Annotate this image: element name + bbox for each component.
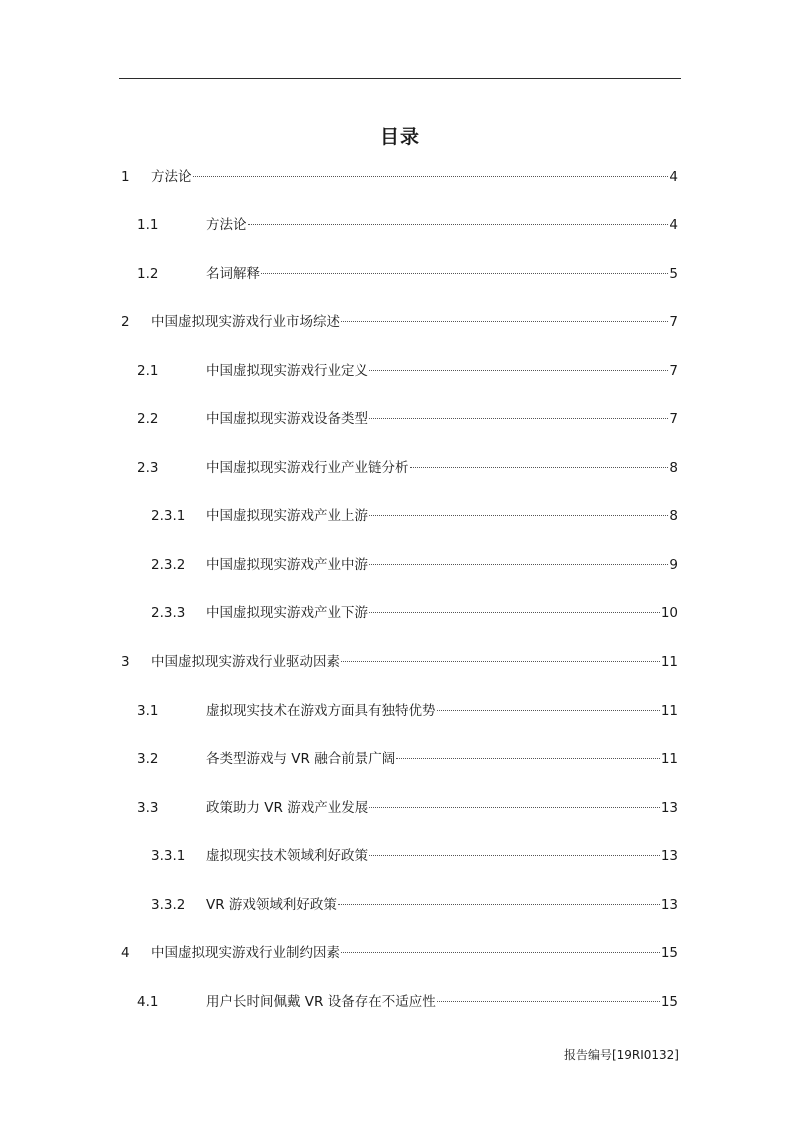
toc-dot-leader (341, 952, 660, 953)
toc-dot-leader (369, 370, 668, 371)
toc-entry[interactable] (137, 361, 678, 381)
toc-entry[interactable] (137, 798, 678, 818)
toc-entry-number: 3.3 (137, 800, 159, 816)
toc-entry-title: 中国虚拟现实游戏产业上游 (206, 508, 368, 524)
toc-entry-page: 5 (669, 266, 678, 282)
toc-entry[interactable] (151, 506, 678, 526)
toc-entry-title: 中国虚拟现实游戏行业定义 (206, 363, 368, 379)
toc-entry-title: 中国虚拟现实游戏行业驱动因素 (151, 654, 340, 670)
toc-entry-title: 中国虚拟现实游戏行业市场综述 (151, 314, 340, 330)
toc-entry[interactable] (137, 458, 678, 478)
toc-entry-title: 中国虚拟现实游戏行业产业链分析 (206, 460, 409, 476)
toc-dot-leader (369, 612, 660, 613)
toc-entry-page: 11 (660, 654, 678, 670)
toc-entry-number: 3 (121, 654, 130, 670)
toc-entry-page: 7 (669, 363, 678, 379)
report-number: 报告编号[19RI0132] (563, 1048, 679, 1062)
toc-entry[interactable] (151, 846, 678, 866)
toc-entry[interactable] (121, 312, 678, 332)
toc-entry[interactable] (137, 215, 678, 235)
toc-entry[interactable] (137, 264, 678, 284)
toc-entry[interactable] (121, 943, 678, 963)
toc-entry-number: 4 (121, 945, 130, 961)
toc-dot-leader (437, 710, 660, 711)
toc-dot-leader (369, 564, 668, 565)
toc-entry-number: 2.1 (137, 363, 159, 379)
toc-dot-leader (338, 904, 660, 905)
toc-entry-number: 4.1 (137, 994, 159, 1010)
toc-dot-leader (248, 224, 669, 225)
toc-entry-page: 15 (660, 994, 678, 1010)
toc-entry-title: 中国虚拟现实游戏行业制约因素 (151, 945, 340, 961)
toc-entry-title: 方法论 (206, 217, 247, 233)
toc-entry-page: 7 (669, 314, 678, 330)
toc-entry-number: 3.3.1 (151, 848, 186, 864)
toc-entry-number: 1 (121, 169, 130, 185)
toc-dot-leader (396, 758, 660, 759)
toc-entry-page: 13 (660, 800, 678, 816)
toc-entry-page: 15 (660, 945, 678, 961)
toc-entry-page: 8 (669, 508, 678, 524)
toc-entry-title: 政策助力 VR 游戏产业发展 (206, 800, 369, 816)
toc-entry-number: 1.1 (137, 217, 159, 233)
toc-dot-leader (341, 321, 668, 322)
toc-entry[interactable] (121, 167, 678, 187)
toc-entry-page: 13 (660, 897, 678, 913)
toc-entry-page: 11 (660, 751, 678, 767)
toc-entry-page: 4 (669, 217, 678, 233)
toc-entry[interactable] (137, 749, 678, 769)
toc-entry-page: 11 (660, 703, 678, 719)
toc-dot-leader (369, 855, 660, 856)
toc-entry-title: 用户长时间佩戴 VR 设备存在不适应性 (206, 994, 436, 1010)
toc-dot-leader (410, 467, 669, 468)
toc-entry-title: 名词解释 (206, 266, 260, 282)
toc-entry-number: 2.3.2 (151, 557, 186, 573)
toc-entry-title: 中国虚拟现实游戏产业下游 (206, 605, 368, 621)
page-title: 目录 (379, 126, 420, 148)
toc-dot-leader (261, 273, 668, 274)
toc-entry-title: VR 游戏领域利好政策 (206, 897, 337, 913)
toc-entry-title: 各类型游戏与 VR 融合前景广阔 (206, 751, 396, 767)
toc-entry-page: 7 (669, 411, 678, 427)
toc-dot-leader (369, 418, 668, 419)
toc-dot-leader (369, 807, 660, 808)
toc-entry-title: 中国虚拟现实游戏设备类型 (206, 411, 368, 427)
toc-entry-number: 2.2 (137, 411, 159, 427)
toc-entry-page: 13 (660, 848, 678, 864)
toc-entry[interactable] (137, 992, 678, 1012)
toc-entry-number: 2.3.1 (151, 508, 186, 524)
toc-entry-title: 虚拟现实技术领域利好政策 (206, 848, 368, 864)
toc-entry[interactable] (151, 555, 678, 575)
toc-entry-title: 中国虚拟现实游戏产业中游 (206, 557, 368, 573)
toc-entry-title: 虚拟现实技术在游戏方面具有独特优势 (206, 703, 436, 719)
toc-entry-title: 方法论 (151, 169, 192, 185)
toc-dot-leader (341, 661, 660, 662)
header-rule (119, 78, 681, 79)
toc-entry-page: 10 (660, 605, 678, 621)
toc-entry-number: 3.1 (137, 703, 159, 719)
toc-entry-number: 2.3 (137, 460, 159, 476)
toc-entry[interactable] (151, 603, 678, 623)
toc-entry[interactable] (151, 895, 678, 915)
toc-entry-number: 1.2 (137, 266, 159, 282)
toc-entry[interactable] (137, 409, 678, 429)
toc-entry-page: 8 (669, 460, 678, 476)
toc-entry-number: 3.3.2 (151, 897, 186, 913)
toc-entry-number: 2.3.3 (151, 605, 186, 621)
toc-entry-page: 9 (669, 557, 678, 573)
toc-entry[interactable] (121, 652, 678, 672)
toc-dot-leader (369, 515, 668, 516)
toc-entry-number: 2 (121, 314, 130, 330)
toc-entry-number: 3.2 (137, 751, 159, 767)
toc-entry-page: 4 (669, 169, 678, 185)
toc-dot-leader (437, 1001, 660, 1002)
toc-dot-leader (193, 176, 669, 177)
toc-entry[interactable] (137, 701, 678, 721)
